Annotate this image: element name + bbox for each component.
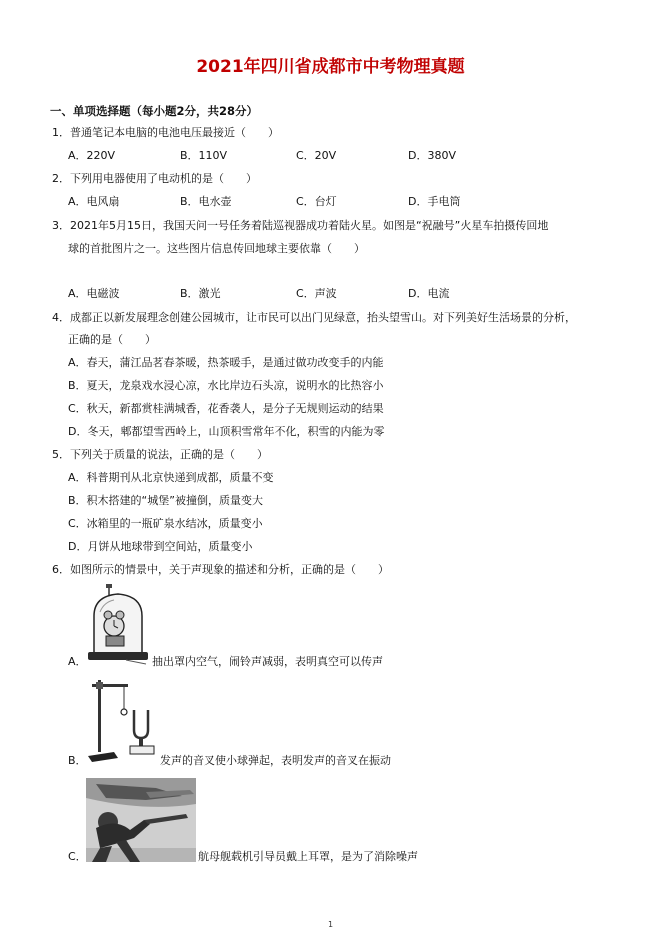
question-5-option-a: A．科普期刊从北京快递到成都，质量不变 — [68, 471, 274, 484]
question-5-option-d: D．月饼从地球带到空间站，质量变小 — [68, 540, 253, 553]
question-1-option-a: A．220V — [68, 149, 116, 162]
question-6-option-c-text: 航母舰载机引导员戴上耳罩，是为了消除噪声 — [198, 850, 418, 863]
question-6-option-c-letter: C． — [68, 850, 87, 863]
question-2-option-a: A．电风扇 — [68, 195, 120, 208]
question-1-option-c: C．20V — [296, 149, 337, 162]
page-title: 2021年四川省成都市中考物理真题 — [196, 57, 465, 77]
question-3-option-a: A．电磁波 — [68, 287, 120, 300]
question-4-option-b: B．夏天，龙泉戏水浸心凉，水比岸边石头凉，说明水的比热容小 — [68, 379, 384, 392]
tuning-fork-figure — [84, 676, 160, 768]
question-4-option-d: D．冬天，郫都望雪西岭上，山顶积雪常年不化，积雪的内能为零 — [68, 425, 385, 438]
question-2-option-d: D．手电筒 — [408, 195, 461, 208]
question-6-stem: 6．如图所示的情景中，关于声现象的描述和分析，正确的是（ ） — [52, 563, 389, 576]
page-number: 1 — [327, 920, 334, 929]
question-3-stem-line2: 球的首批图片之一。这些图片信息传回地球主要依靠（ ） — [68, 242, 365, 255]
question-3-option-c: C．声波 — [296, 287, 337, 300]
question-1-stem: 1．普通笔记本电脑的电池电压最接近（ ） — [52, 126, 279, 139]
section-heading: 一、单项选择题（每小题2分，共28分） — [50, 104, 259, 118]
question-3-option-b: B．激光 — [180, 287, 221, 300]
question-6-option-a-text: 抽出罩内空气，闹铃声减弱，表明真空可以传声 — [152, 655, 383, 668]
question-4-option-a: A．春天，蒲江品茗春茶暖，热茶暖手，是通过做功改变手的内能 — [68, 356, 384, 369]
question-5-stem: 5．下列关于质量的说法，正确的是（ ） — [52, 448, 268, 461]
question-4-stem-line2: 正确的是（ ） — [68, 333, 156, 346]
question-3-option-d: D．电流 — [408, 287, 450, 300]
question-2-option-c: C．台灯 — [296, 195, 337, 208]
question-5-option-b: B．积木搭建的“城堡”被撞倒，质量变大 — [68, 494, 263, 507]
question-1-option-b: B．110V — [180, 149, 228, 162]
question-4-option-c: C．秋天，新都赏桂满城香，花香袭人，是分子无规则运动的结果 — [68, 402, 384, 415]
question-6-option-a-letter: A． — [68, 655, 87, 668]
question-3-stem-line1: 3．2021年5月15日，我国天问一号任务着陆巡视器成功着陆火星。如图是“祝融号”火星车拍摄传回地 — [52, 219, 549, 232]
deck-crew-photo — [86, 778, 196, 862]
question-6-option-b-letter: B． — [68, 754, 87, 767]
bell-jar-figure — [86, 582, 150, 666]
question-5-option-c: C．冰箱里的一瓶矿泉水结冰，质量变小 — [68, 517, 263, 530]
question-6-option-b-text: 发声的音叉使小球弹起，表明发声的音叉在振动 — [160, 754, 391, 767]
question-1-option-d: D．380V — [408, 149, 456, 162]
question-4-stem-line1: 4．成都正以新发展理念创建公园城市，让市民可以出门见绿意，抬头望雪山。对下列美好生活场景的分析， — [52, 311, 576, 324]
question-2-stem: 2．下列用电器使用了电动机的是（ ） — [52, 172, 257, 185]
question-2-option-b: B．电水壶 — [180, 195, 232, 208]
